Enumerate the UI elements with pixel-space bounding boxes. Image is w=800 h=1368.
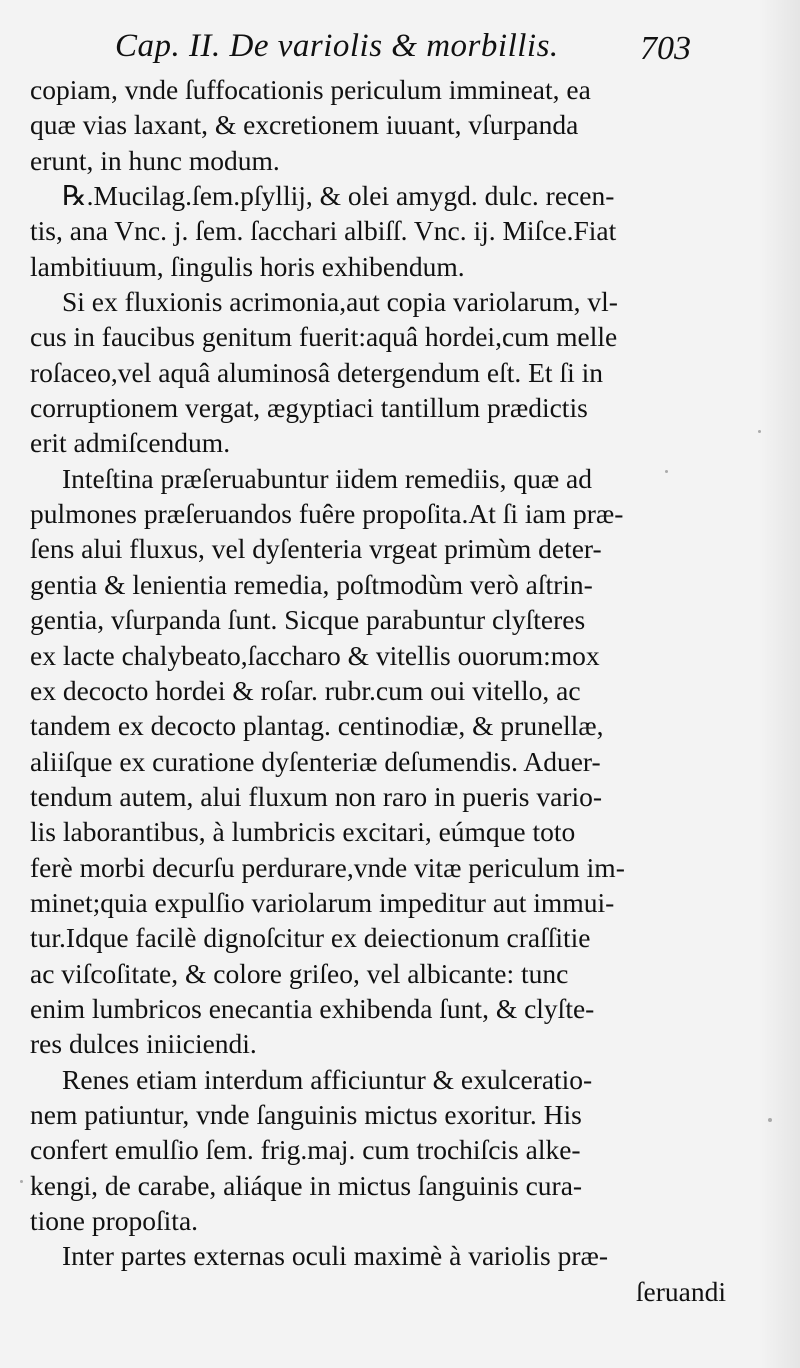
text-line: lis laborantibus, à lumbricis excitari, eúmque toto (30, 816, 576, 848)
recipe-line: tis, ana Vnc. j. ſem. ſacchari albiſſ. Vnc. ij. Miſce.Fiat (30, 215, 617, 247)
text-line: erunt, in hunc modum. (30, 144, 280, 176)
text-line: tendum autem, alui fluxum non raro in pueris vario- (30, 780, 603, 812)
text-line: roſaceo,vel aquâ aluminosâ detergendum eſt. Et ſi in (30, 356, 603, 388)
text-line: ſens alui fluxus, vel dyſenteria vrgeat primùm deter- (30, 533, 602, 565)
paragraph-start-line: Si ex fluxionis acrimonia,aut copia variolarum, vl- (62, 286, 618, 318)
page-header (0, 28, 800, 76)
text-line: ac viſcoſitate, & colore griſeo, vel albicante: tunc (30, 957, 569, 989)
text-line: ferè morbi decurſu perdurare,vnde vitæ periculum im- (30, 851, 625, 883)
text-line: aliiſque ex curatione dyſenteriæ deſumendis. Aduer- (30, 745, 601, 777)
recipe-line: ℞.Mucilag.ſem.pſyllij, & olei amygd. dulc. recen- (62, 180, 615, 212)
text-line: kengi, de carabe, aliáque in mictus ſanguinis cura- (30, 1169, 583, 1201)
text-line: tandem ex decocto plantag. centinodiæ, & prunellæ, (30, 710, 604, 742)
recipe-line: lambitiuum, ſingulis horis exhibendum. (30, 250, 465, 282)
paragraph-start-line: Inteſtina præſeruabuntur iidem remediis, quæ ad (62, 462, 593, 494)
body-text (30, 72, 730, 1309)
page-number: 703 (640, 30, 691, 67)
ink-speck (20, 1180, 23, 1183)
running-title: Cap. II. De variolis & morbillis. (115, 28, 559, 64)
text-line: enim lumbricos enecantia exhibenda ſunt, & clyſte- (30, 992, 595, 1024)
text-line: tione propoſita. (30, 1205, 199, 1236)
text-line: quæ vias laxant, & excretionem iuuant, vſurpanda (30, 109, 579, 141)
text-line: pulmones præſeruandos fuêre propoſita.At ſi iam præ- (30, 498, 624, 530)
text-line: corruptionem vergat, ægyptiaci tantillum prædictis (30, 392, 588, 424)
text-line: gentia & lenientia remedia, poſtmodùm verò aſtrin- (30, 568, 593, 600)
text-line: res dulces iniiciendi. (30, 1028, 257, 1060)
text-line: ex decocto hordei & roſar. rubr.cum oui vitello, ac (30, 674, 581, 706)
paragraph-start-line: Renes etiam interdum afficiuntur & exulceratio- (62, 1063, 593, 1095)
text-line: ex lacte chalybeato,ſaccharo & vitellis ouorum:mox (30, 639, 600, 671)
text-line: confert emulſio ſem. frig.maj. cum trochiſcis alke- (30, 1134, 581, 1166)
text-line: tur.Idque facilè dignoſcitur ex deiectionum craſſitie (30, 922, 591, 954)
catchword: ſeruandi (635, 1275, 726, 1307)
text-line: copiam, vnde ſuffocationis periculum immineat, ea (30, 74, 591, 105)
page-edge-shadow (760, 0, 800, 1368)
text-line: nem patiuntur, vnde ſanguinis mictus exoritur. His (30, 1098, 582, 1130)
text-line: cus in faucibus genitum fuerit:aquâ hordei,cum melle (30, 321, 618, 353)
ink-speck (758, 430, 761, 433)
text-line: minet;quia expulſio variolarum impeditur aut immui- (30, 886, 615, 918)
paragraph-start-line: Inter partes externas oculi maximè à variolis præ- (62, 1240, 608, 1272)
text-line: gentia, vſurpanda ſunt. Sicque parabuntur clyſteres (30, 604, 586, 636)
ink-speck (768, 1118, 772, 1122)
text-line: erit admiſcendum. (30, 427, 231, 459)
ink-speck (665, 470, 668, 473)
